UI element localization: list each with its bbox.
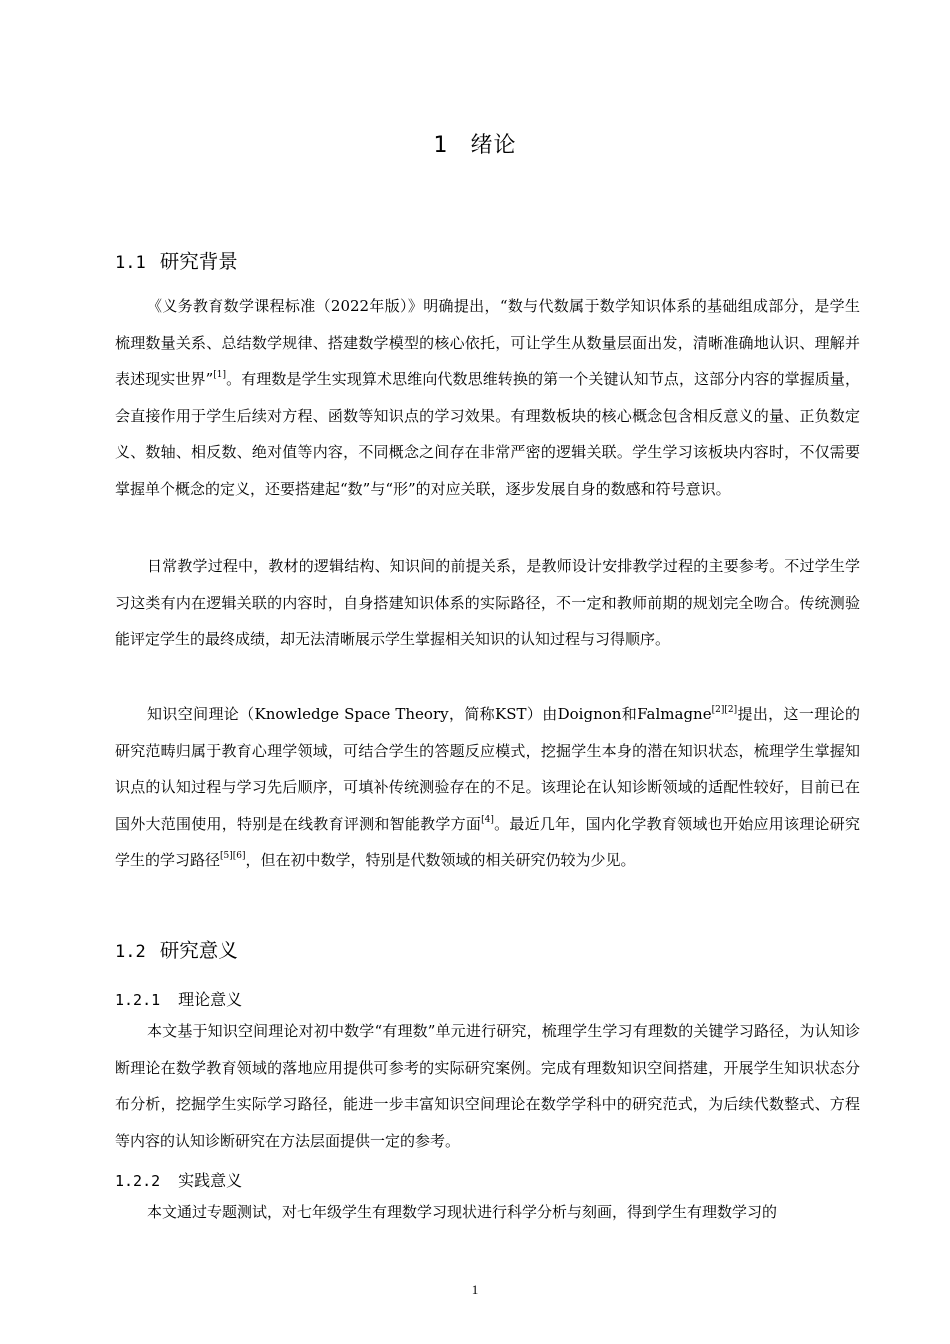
paragraph-background-1 <box>115 288 860 507</box>
paragraph-text: 知识空间理论（Knowledge Space Theory，简称KST）由Doignon和Falmagne <box>147 705 712 723</box>
subsection-heading-1-2-2 <box>115 1168 242 1191</box>
paragraph-text: 《义务教育数学课程标准（2022年版）》明确提出，“数与代数属于数学知识体系的基础组成部分，是学生梳理数量关系、总结数学规律、搭建数学模型的核心依托，可让学生从数量层面出发，清晰准确地认识、理解并表述现实世界” <box>115 297 860 388</box>
paragraph-text: ，但在初中数学，特别是代数领域的相关研究仍较为少见。 <box>245 851 636 869</box>
subsection-title: 实践意义 <box>178 1171 243 1190</box>
paragraph-theoretical-significance: 本文基于知识空间理论对初中数学“有理数”单元进行研究，梳理学生学习有理数的关键学习路径，为认知诊断理论在数学教育领域的落地应用提供可参考的实际研究案例。完成有理数知识空间搭建，开展学生知识状态分布分析，挖掘学生实际学习路径，能进一步丰富知识空间理论在数学学科中的研究范式，为后续代数整式、方程等内容的认知诊断研究在方法层面提供一定的参考。 <box>115 1022 860 1150</box>
paragraph-text: 。有理数是学生实现算术思维向代数思维转换的第一个关键认知节点，这部分内容的掌握质量，会直接作用于学生后续对方程、函数等知识点的学习效果。有理数板块的核心概念包含相反意义的量、正负数定义、数轴、相反数、绝对值等内容，不同概念之间存在非常严密的逻辑关联。学生学习该板块内容时，不仅需要掌握单个概念的定义，还要搭建起“数”与“形”的对应关联，逐步发展自身的数感和符号意识。 <box>115 370 860 498</box>
citation-ref[interactable]: [4] <box>481 814 494 825</box>
section-title: 研究意义 <box>159 939 238 962</box>
paragraph-background-3 <box>115 696 860 879</box>
citation-ref[interactable]: [2][2] <box>711 705 738 715</box>
section-number: 1.2 <box>115 942 146 962</box>
section-number: 1.1 <box>115 253 146 273</box>
chapter-title <box>0 128 950 159</box>
page-number: 1 <box>471 1282 479 1297</box>
citation-ref[interactable]: [1] <box>213 370 226 380</box>
paragraph-text: 提出，这一理论的研究范畴归属于教育心理学领域，可结合学生的答题反应模式，挖掘学生本身的潜在知识状态，梳理学生掌握知识点的认知过程与学习先后顺序，可填补传统测验存在的不足。该理论在认知诊断领域的适配性较好，目前已在国外大范围使用，特别是在线教育评测和智能教学方面 <box>115 705 860 833</box>
paragraph-text: 。最近几年，国内化学教育领域也开始应用该理论研究学生的学习路径 <box>115 814 860 869</box>
subsection-title: 理论意义 <box>178 990 243 1009</box>
paragraph-background-2: 日常教学过程中，教材的逻辑结构、知识间的前提关系，是教师设计安排教学过程的主要参考。不过学生学习这类有内在逻辑关联的内容时，自身搭建知识体系的实际路径，不一定和教师前期的规划完全吻合。传统测验能评定学生的最终成绩，却无法清晰展示学生掌握相关知识的认知过程与习得顺序。 <box>115 557 860 648</box>
paragraph-practical-significance: 本文通过专题测试，对七年级学生有理数学习现状进行科学分析与刻画，得到学生有理数学习的 <box>147 1203 778 1221</box>
chapter-number: 1 <box>433 133 449 158</box>
subsection-heading-1-2-1 <box>115 987 242 1010</box>
section-title: 研究背景 <box>159 250 238 273</box>
chapter-title-text: 绪论 <box>470 133 517 158</box>
subsection-number: 1.2.1 <box>115 991 161 1009</box>
subsection-number: 1.2.2 <box>115 1172 161 1190</box>
citation-ref[interactable]: [5][6] <box>220 851 246 861</box>
section-heading-1-2 <box>115 935 238 963</box>
section-heading-1-1 <box>115 246 238 274</box>
